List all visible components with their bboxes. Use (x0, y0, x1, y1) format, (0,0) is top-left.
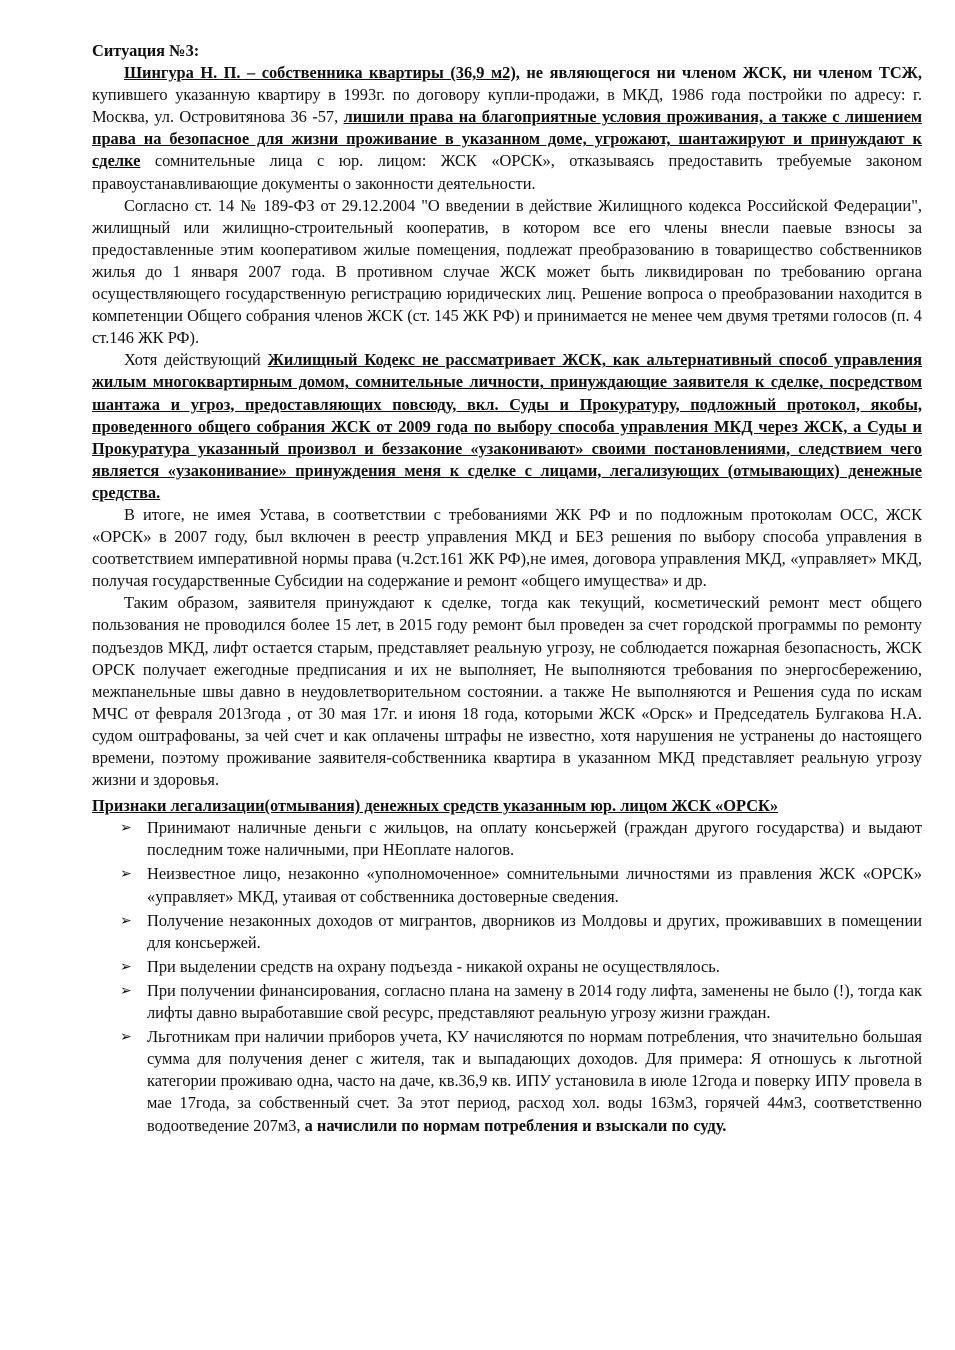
list-item (92, 817, 922, 861)
list-item (92, 980, 922, 1024)
list-item (92, 910, 922, 954)
list-item (92, 1026, 922, 1136)
situation-heading: Ситуация №3: (92, 41, 200, 60)
owner-details: купившего указанную квартиру в 1993г. по договору купли-продажи, в МКД, 1986 года постройки по адресу: г. Москва, ул. Островитянова 36 -57, (92, 85, 922, 127)
list-item-emphasis: а начислили по нормам потребления и взыскали по суду. (304, 1115, 727, 1135)
paragraph-owner (92, 62, 922, 195)
arrow-bullet-icon: ➢ (120, 820, 132, 837)
arrow-bullet-icon: ➢ (120, 958, 132, 975)
list-item-text: При выделении средств на охрану подъезда - никакой охраны не осуществлялось. (147, 956, 720, 976)
arrow-bullet-icon: ➢ (120, 1029, 132, 1046)
owner-name: Шингура Н. П. – собственника квартиры (36,9 м2), (124, 63, 520, 83)
list-item-text: Принимают наличные деньги с жильцов, на оплату консьержей (граждан другого государства) и выдают последним тоже наличными, при НЕоплате налогов. (147, 818, 922, 860)
signs-list (92, 817, 922, 1136)
paragraph-law: Согласно ст. 14 № 189-ФЗ от 29.12.2004 "О введении в действие Жилищного кодекса Российской Федерации", жилищный или жилищно-строительный кооператив, в котором все его члены внесли паевые взносы за предоставленные этим кооперативом жилые помещения, подлежат преобразованию в товарищество собственников жилья до 1 января 2007 года. В противном случае ЖСК может быть ликвидирован по требованию органа осуществляющего государственную регистрацию юридических лиц. Решение вопроса о преобразовании находится в компетенции Общего собрания членов ЖСК (ст. 145 ЖК РФ) и принимается не менее чем двумя третями голосов (п. 4 ст.146 ЖК РФ). (92, 195, 922, 348)
list-item (92, 863, 922, 907)
arrow-bullet-icon: ➢ (120, 982, 132, 999)
list-item-text: Льготникам при наличии приборов учета, КУ начисляются по нормам потребления, что значительно большая сумма для получения денег с жителя, так и выпадающих доходов. Для примера: Я отношусь к льготной категории проживаю одна, часто на даче, кв.36,9 кв. ИПУ установила в июле 12года и поверку ИПУ провела в мае 17года, за собственный счет. За этот период, расход хол. воды 163м3, горячей 44м3, соответственно водоотведение 207м3, (147, 1027, 922, 1135)
paragraph-housing-code (92, 349, 922, 504)
paragraph-summary: В итоге, не имея Устава, в соответствии с требованиями ЖК РФ и по подложным протоколам ОСС, ЖСК «ОРСК» в 2007 году, был включен в реестр управления МКД и БЕЗ решения по выбору способа управления в соответствием императивной нормы права (ч.2ст.161 ЖК РФ),не имея, договора управления МКД, «управляет» МКД, получая государственные Субсидии на содержание и ремонт «общего имущества» и др. (92, 504, 922, 591)
rights-violation: лишили права на благоприятные условия проживания, а также с лишением права на безопасное для жизни проживание в указанном доме, угрожают, шантажируют и принуждают к сделке (92, 107, 923, 171)
owner-tail: сомнительные лица с юр. лицом: ЖСК «ОРСК», отказываясь предоставить требуемые законом правоустанавливающие документы о законности деятельности. (92, 151, 922, 193)
document-page (92, 40, 922, 1139)
signs-title: Признаки легализации(отмывания) денежных средств указанным юр. лицом ЖСК «ОРСК» (92, 796, 779, 816)
housing-code-claim: Жилищный Кодекс не рассматривает ЖСК, как альтернативный способ управления жилым многоквартирным домом, сомнительные личности, принуждающие заявителя к сделке, посредством шантажа и угроз, предоставляющих повсюду, вкл. Суды и Прокуратуру, подложный протокол, якобы, проведенного общего собрания ЖСК от 2009 года по выбору способа управления МКД через ЖСК, а Суды и Прокуратура указанный произвол и беззаконие «узаконивают» своими постановлениями, следствием чего является «узаконивание» принуждения меня к сделке с лицами, легализующих (отмывающих) денежные средства. (92, 350, 922, 502)
list-item-text: Получение незаконных доходов от мигрантов, дворников из Молдовы и других, проживавших в помещении для консьержей. (147, 910, 922, 952)
owner-status: не являющегося ни членом ЖСК, ни членом ТСЖ, (519, 63, 922, 83)
arrow-bullet-icon: ➢ (120, 866, 132, 883)
list-item (92, 956, 922, 978)
list-item-text: Неизвестное лицо, незаконно «уполномоченное» сомнительными личностями из правления ЖСК «ОРСК» «управляет» МКД, утаивая от собственника достоверные сведения. (147, 864, 922, 906)
paragraph-repairs: Таким образом, заявителя принуждают к сделке, тогда как текущий, косметический ремонт мест общего пользования не проводился более 15 лет, в 2015 году ремонт был проведен за счет городской программы по ремонту подъездов МКД, лифт остается старым, представляет реальную угрозу, не соблюдается пожарная безопасность, ЖСК ОРСК получает ежегодные предписания и их не выполняет, Не выполняются требования по энергосбережению, межпанельные швы давно в неудовлетворительном состоянии. а также Не выполняются и Решения суда по искам МЧС от февраля 2013года , от 30 мая 17г. и июня 18 года, которыми ЖСК «Орск» и Председатель Булгакова Н.А. судом оштрафованы, за чей счет и как оплачены штрафы не известно, хотя нарушения не устранены до настоящего времени, поэтому проживание заявителя-собственника квартира в указанном МКД представляет реальную угрозу жизни и здоровья. (92, 593, 922, 790)
list-item-text: При получении финансирования, согласно плана на замену в 2014 году лифта, заменены не было (!), тогда как лифты давно выработавшие свой ресурс, представляют реальную угрозу жизни граждан. (147, 980, 922, 1023)
arrow-bullet-icon: ➢ (120, 912, 132, 929)
housing-code-intro: Хотя действующий (124, 350, 268, 370)
